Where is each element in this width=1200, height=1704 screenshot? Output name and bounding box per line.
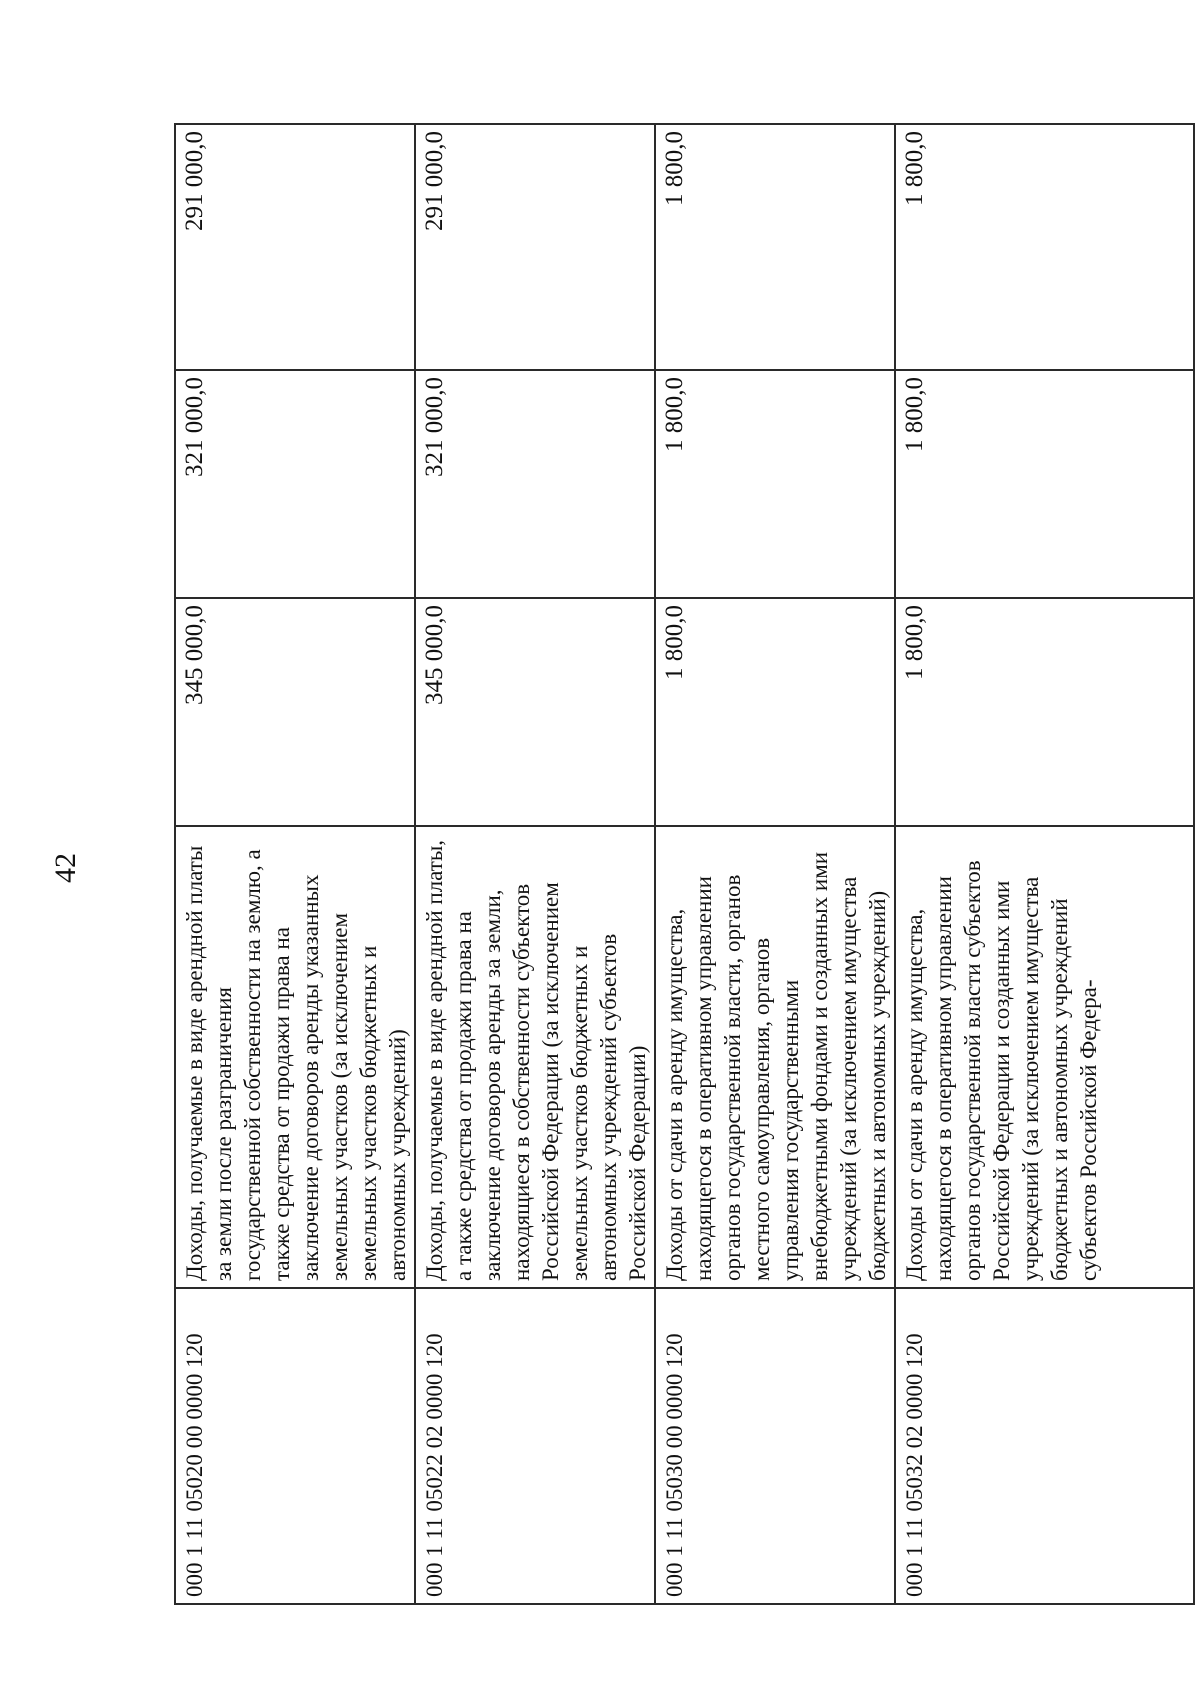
value-year-3: 291 000,0	[175, 124, 415, 370]
value-year-3: 1 800,0	[895, 124, 1194, 370]
page-number: 42	[49, 853, 82, 883]
revenue-code: 000 1 11 05030 00 0000 120	[655, 1288, 895, 1604]
value-year-3: 1 800,0	[655, 124, 895, 370]
revenue-description: Доходы от сдачи в аренду имущества, находящегося в оперативном управлении органов государственной власти субъектов Российской Федерации и созданных ими учреждений (за исключением имущества бюджетных и автономных учреждений субъектов Российской Федера-	[895, 826, 1194, 1288]
table-row	[895, 124, 1194, 1604]
revenue-code: 000 1 11 05032 02 0000 120	[895, 1288, 1194, 1604]
revenue-table	[174, 123, 1195, 1605]
revenue-description: Доходы, получаемые в виде арендной платы за земли после разграничения государственной собственности на землю, а также средства от продажи права на заключение договоров аренды указанных земельных участков (за исключением земельных участков бюджетных и автономных учреждений)	[175, 826, 415, 1288]
value-year-2: 321 000,0	[415, 370, 655, 598]
revenue-description: Доходы от сдачи в аренду имущества, находящегося в оперативном управлении органов государственной власти, органов местного самоуправления, органов управления государственными внебюджетными фондами и созданных ими учреждений (за исключением имущества бюджетных и автономных учреждений)	[655, 826, 895, 1288]
value-year-1: 345 000,0	[175, 598, 415, 826]
revenue-code: 000 1 11 05020 00 0000 120	[175, 1288, 415, 1604]
table-row	[415, 124, 655, 1604]
revenue-code: 000 1 11 05022 02 0000 120	[415, 1288, 655, 1604]
value-year-2: 1 800,0	[655, 370, 895, 598]
value-year-1: 1 800,0	[895, 598, 1194, 826]
table-row	[175, 124, 415, 1604]
table-row	[655, 124, 895, 1604]
value-year-3: 291 000,0	[415, 124, 655, 370]
value-year-1: 1 800,0	[655, 598, 895, 826]
value-year-1: 345 000,0	[415, 598, 655, 826]
value-year-2: 321 000,0	[175, 370, 415, 598]
value-year-2: 1 800,0	[895, 370, 1194, 598]
revenue-description: Доходы, получаемые в виде арендной платы, а также средства от продажи права на заключение договоров аренды за земли, находящиеся в собственности субъектов Российской Федерации (за исключением земельных участков бюджетных и автономных учреждений субъектов Российской Федерации)	[415, 826, 655, 1288]
rotated-table-container	[174, 125, 1174, 1605]
